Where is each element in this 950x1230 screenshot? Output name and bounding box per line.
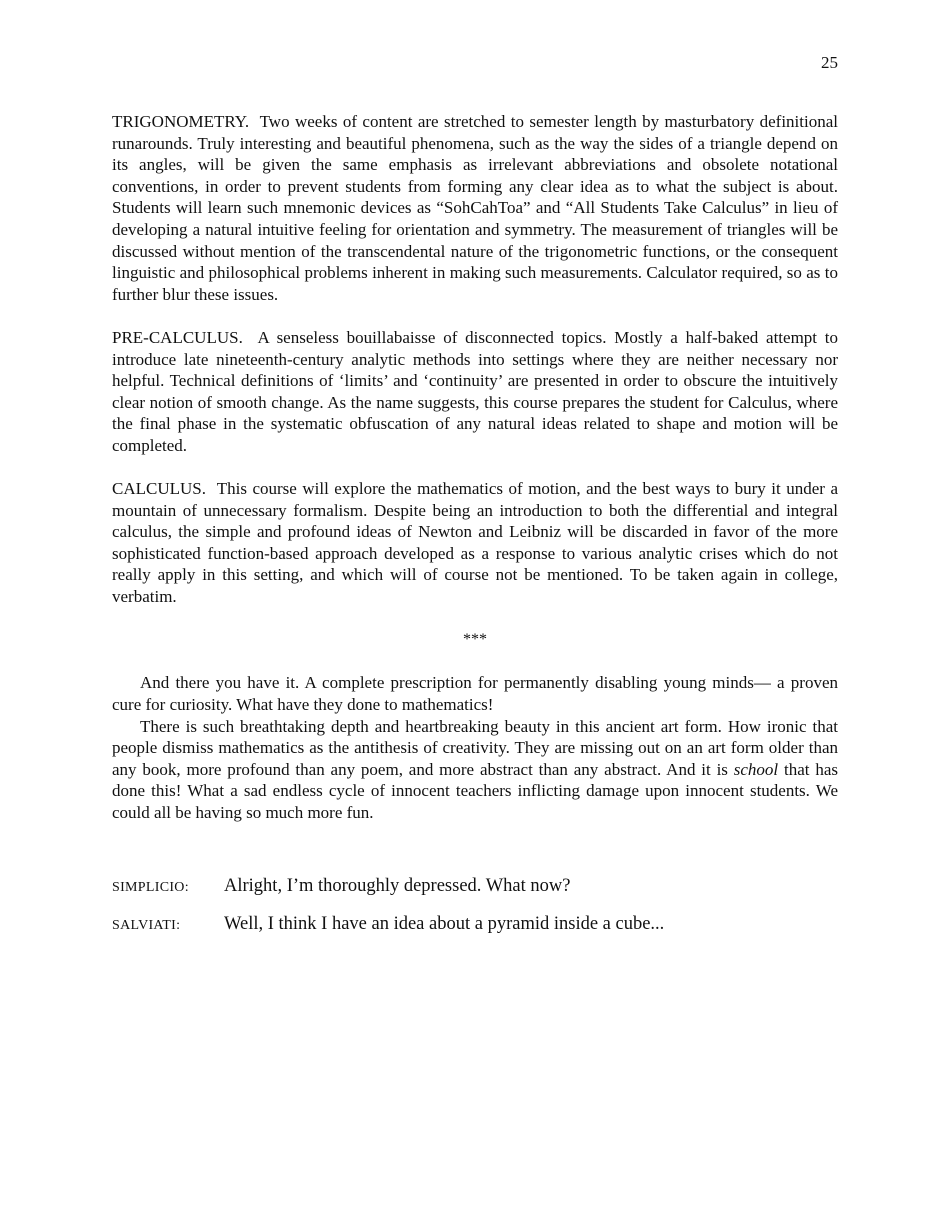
section-body: This course will explore the mathematics of motion, and the best ways to bury it under a mountain of unnecessary formalism. Despite being an introduction to both the differential and integral calculus, the simple and profound ideas of Newton and Leibniz will be discarded in favor of the more sophisticated function-based approach developed as a response to various analytic crises which do not really apply in this setting, and which will of course not be mentioned. To be taken again in college, verbatim. (112, 479, 838, 607)
speech-simplicio: Alright, I’m thoroughly depressed. What now? (224, 876, 571, 896)
closing-paragraph-1: And there you have it. A complete prescription for permanently disabling young minds— a proven cure for curiosity. What have they done to mathematics! (112, 673, 838, 715)
section-separator: *** (463, 631, 487, 649)
section-heading: TRIGONOMETRY. (112, 112, 250, 131)
speaker-salviati: SALVIATI: (112, 918, 181, 933)
section-heading: PRE-CALCULUS. (112, 327, 243, 347)
closing-text-after: that has done this! What a sad endless cycle of innocent teachers inflicting damage upon innocent students. We could all be having so much more fun. (112, 759, 838, 822)
page-number: 25 (821, 53, 838, 72)
section-trigonometry (112, 111, 838, 305)
dialogue (112, 876, 838, 952)
dialogue-line-salviati (112, 914, 838, 952)
section-heading: CALCULUS. (112, 479, 206, 499)
section-pre-calculus (112, 327, 838, 457)
closing-paragraph-2 (112, 716, 838, 824)
section-body: A senseless bouillabaisse of disconnected topics. Mostly a half-baked attempt to introduce late nineteenth-century analytic methods into settings where they are neither necessary nor helpful. Technical definitions of ‘limits’ and ‘continuity’ are presented in order to obscure the intuitively clear notion of smooth change. As the name suggests, this course prepares the student for Calculus, where the final phase in the systematic obfuscation of any natural ideas related to shape and motion will be completed. (112, 327, 839, 455)
section-calculus (112, 478, 838, 608)
section-body: Two weeks of content are stretched to semester length by masturbatory definitional runarounds. Truly interesting and beautiful phenomena, such as the way the sides of a triangle depend on its angles, will be given the same emphasis as irrelevant abbreviations and obsolete notational conventions, in order to prevent students from forming any clear idea as to what the subject is about. Students will learn such mnemonic devices as “SohCahToa” and “All Students Take Calculus” in lieu of developing a natural intuitive feeling for orientation and symmetry. The measurement of triangles will be discussed without mention of the transcendental nature of the trigonometric functions, or the consequent linguistic and philosophical problems inherent in making such measurements. Calculator required, so as to further blur these issues. (112, 112, 838, 304)
dialogue-line-simplicio (112, 876, 838, 914)
emphasis-school: school (733, 759, 779, 779)
speech-salviati: Well, I think I have an idea about a pyramid inside a cube... (224, 914, 665, 934)
closing-text-before: There is such breathtaking depth and heartbreaking beauty in this ancient art form. How ironic that people dismiss mathematics as the antithesis of creativity. They are missing out on an art form older than any book, more profound than any poem, and more abstract than any abstract. And it is (112, 716, 838, 779)
main-text (112, 111, 838, 824)
speaker-simplicio: SIMPLICIO: (112, 880, 189, 895)
